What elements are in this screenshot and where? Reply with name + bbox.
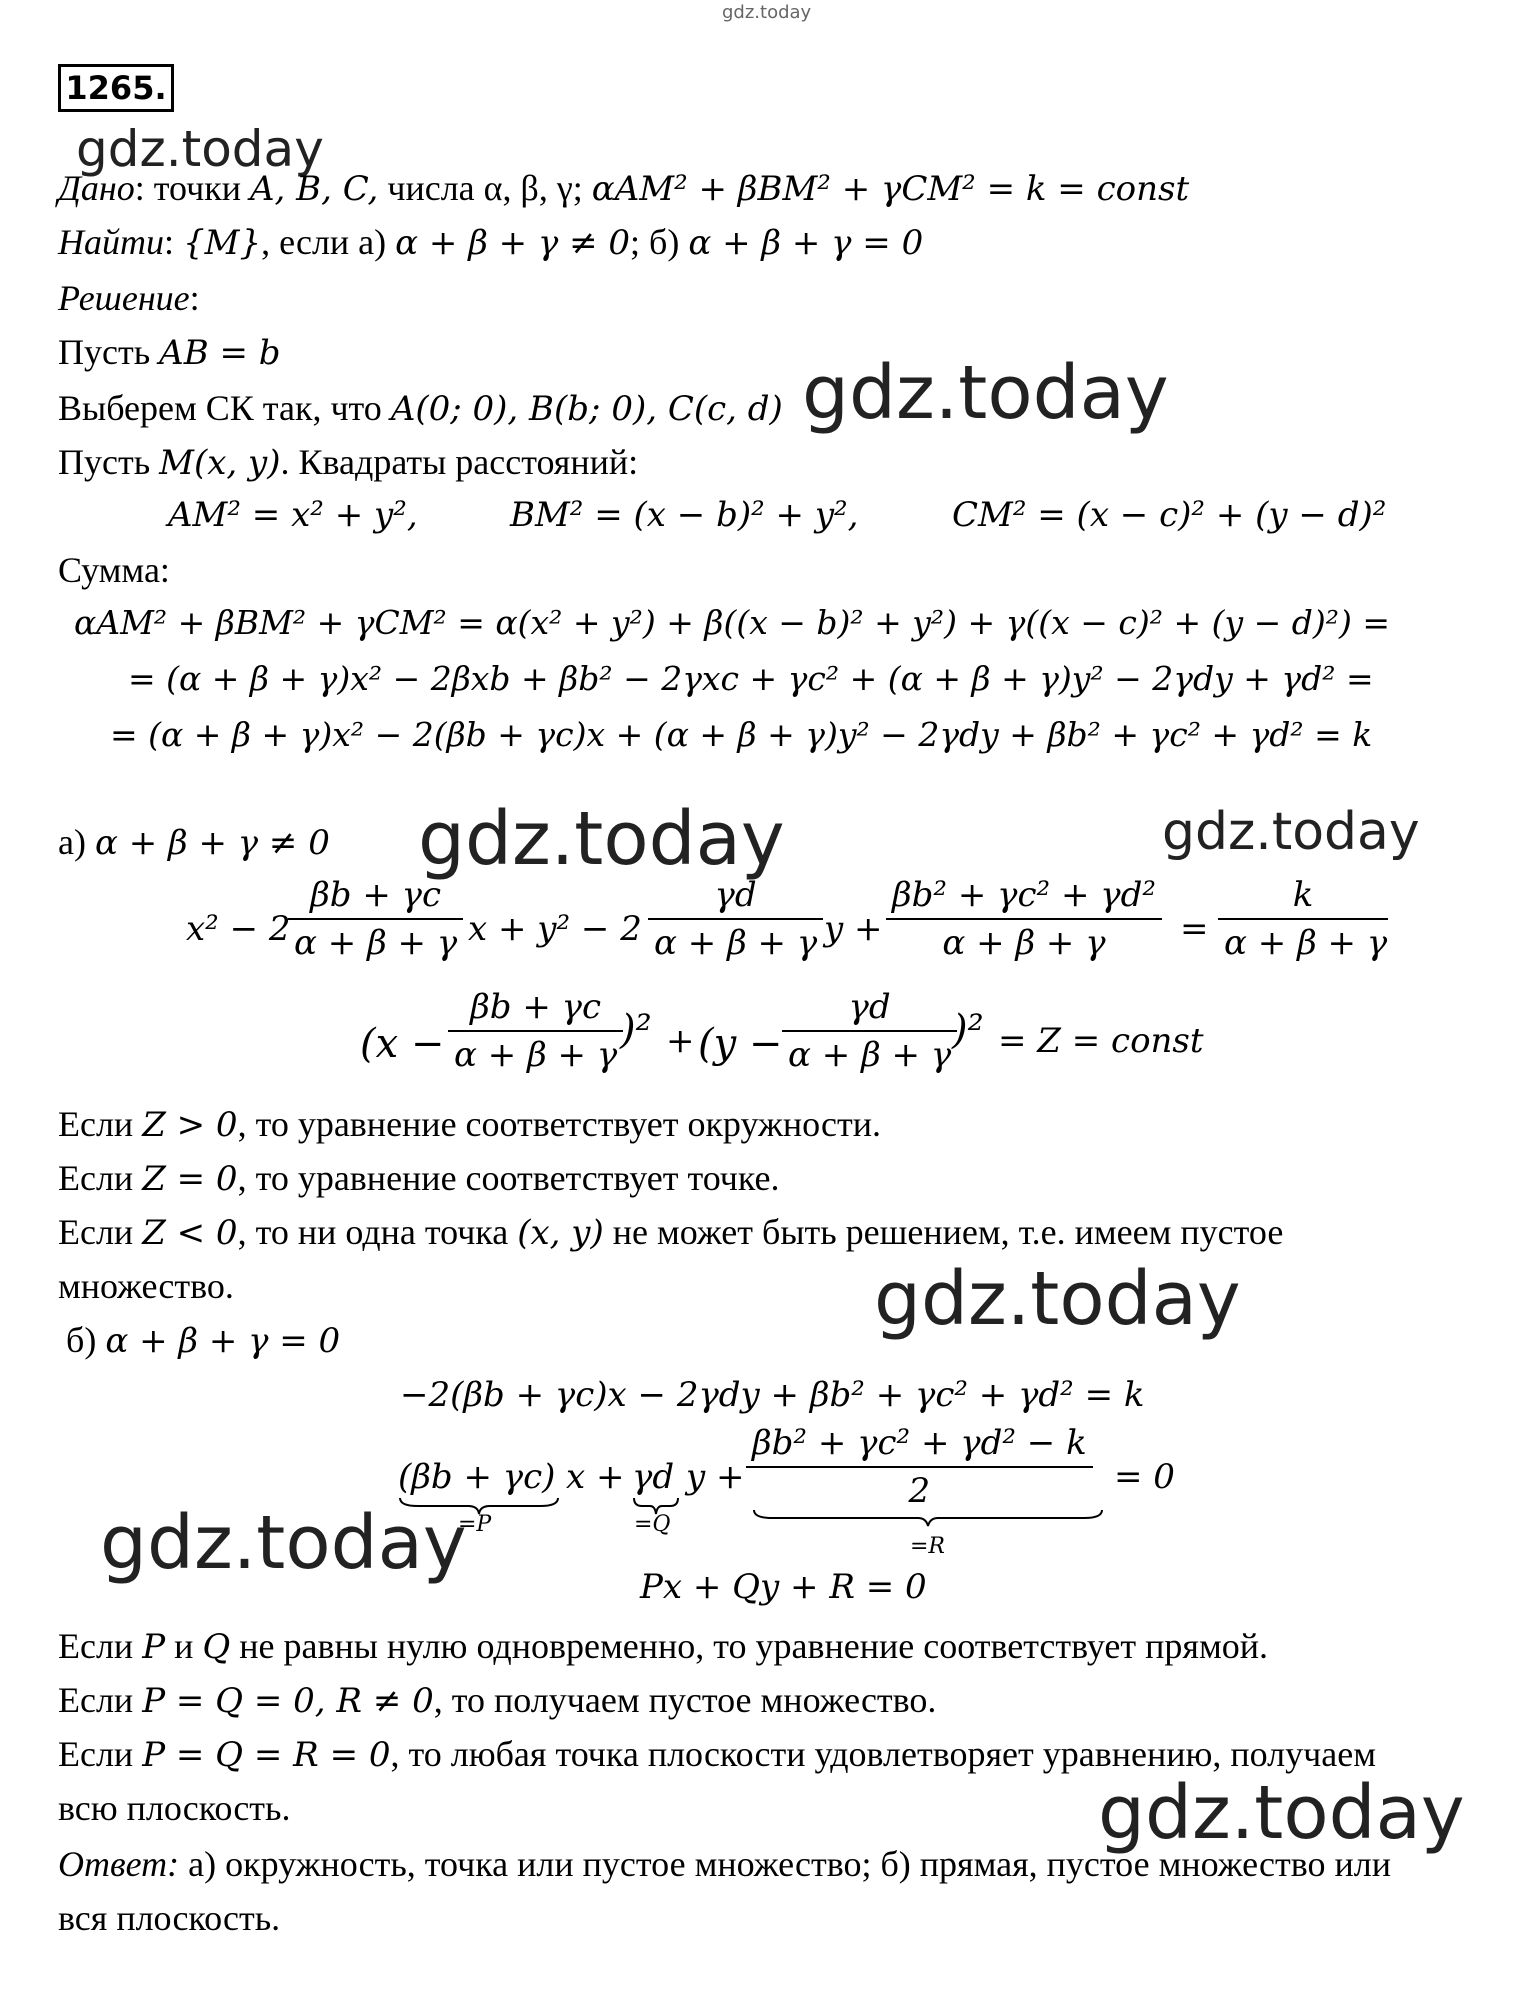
eq-b2-p: (βb + γc): [398, 1457, 556, 1497]
sum-line-1: αAM² + βBM² + γCM² = α(x² + y²) + β((x − b)² + y²) + γ((x − c)² + (y − d)²) =: [74, 603, 1390, 642]
watermark: gdz.today: [418, 796, 785, 882]
eq-a2-close2: )²: [952, 1007, 984, 1053]
eq-a1-frac2: $\frac{\gamma d}{\alpha + \beta + \gamma}$: [648, 878, 823, 960]
problem-number: 1265.: [58, 64, 174, 112]
let-m-text2: . Квадраты расстояний:: [280, 442, 639, 482]
z-negative-line-2: множество.: [58, 1266, 234, 1306]
let-ab-line: [58, 332, 281, 373]
answer-line-2: вся плоскость.: [58, 1898, 281, 1938]
line-case-plane-2: всю плоскость.: [58, 1788, 291, 1828]
solution-colon: :: [189, 278, 200, 318]
header-watermark: gdz.today: [722, 2, 812, 23]
eq-a2-plus: +: [666, 1021, 695, 1061]
solution-label: Решение: [58, 278, 190, 318]
find-set: {M}: [183, 223, 262, 263]
sum-line-2: = (α + β + γ)x² − 2βxb + βb² − 2γxc + γc² + (α + β + γ)y² − 2γdy + γd² =: [128, 659, 1374, 698]
given-line: [58, 168, 1190, 209]
eq-a1-frac4: $\frac{k}{\alpha + \beta + \gamma}$: [1218, 878, 1388, 960]
choose-cs-formula: A(0; 0), B(b; 0), C(c, d): [390, 389, 783, 429]
eq-b2-x: x +: [566, 1457, 625, 1497]
underbrace-r: [752, 1508, 1104, 1528]
let-ab-text: Пусть: [58, 332, 160, 372]
line-case-pq: Если P и Q не равны нулю одновременно, то уравнение соответствует прямой.: [58, 1626, 1269, 1667]
given-formula: αAM² + βBM² + γCM² = k = const: [591, 169, 1190, 209]
eq-b1: −2(βb + γc)x − 2γdy + βb² + γc² + γd² = k: [400, 1375, 1145, 1415]
z-negative-line: Если Z < 0, то ни одна точка (x, y) не может быть решением, т.е. имеем пустое: [58, 1212, 1284, 1253]
label-q: =Q: [634, 1512, 671, 1537]
let-m-line: [58, 442, 639, 483]
find-line: [58, 222, 924, 263]
choose-cs-text: Выберем СК так, что: [58, 388, 391, 428]
watermark: gdz.today: [1162, 802, 1420, 862]
answer-text: а) окружность, точка или пустое множество; б) прямая, пустое множество или: [179, 1844, 1391, 1884]
eq-a2-frac2: $\frac{\gamma d}{\alpha + \beta + \gamma}$: [782, 990, 957, 1072]
eq-a2-open2: (y −: [698, 1021, 783, 1067]
find-text3: ; б): [630, 222, 689, 262]
label-p: =P: [458, 1512, 492, 1537]
eq-b2-frac-r: $\frac{\text{βb² + γc² + γd² − k}}{2}$: [746, 1426, 1093, 1508]
distance-bm: BM² = (x − b)² + y²,: [510, 495, 859, 535]
eq-a1-equals: =: [1180, 909, 1209, 949]
choose-cs-line: [58, 388, 783, 429]
eq-a1-mid1: x + y² − 2: [468, 909, 642, 949]
given-text: : точки: [134, 168, 250, 208]
answer-label: Ответ:: [58, 1844, 180, 1884]
eq-b3: Px + Qy + R = 0: [640, 1567, 927, 1607]
case-a-heading: [58, 822, 330, 863]
given-text2: числа α, β, γ;: [378, 168, 592, 208]
case-b-cond: α + β + γ = 0: [105, 1321, 341, 1361]
eq-a1-frac3: $\frac{\text{βb² + γc² + γd²}}{\alpha + \beta + \gamma}$: [886, 878, 1162, 960]
sum-line-3: = (α + β + γ)x² − 2(βb + γc)x + (α + β + γ)y² − 2γdy + βb² + γc² + γd² = k: [110, 715, 1373, 754]
case-b-heading: [66, 1320, 341, 1361]
case-a-cond: α + β + γ ≠ 0: [94, 823, 330, 863]
find-text2: , если а): [261, 222, 396, 262]
watermark: gdz.today: [100, 1500, 467, 1586]
given-label: Дано: [58, 168, 135, 208]
z-positive-line: Если Z > 0, то уравнение соответствует окружности.: [58, 1104, 881, 1145]
find-cond-a: α + β + γ ≠ 0: [395, 223, 631, 263]
eq-a2-open1: (x −: [360, 1021, 445, 1067]
distance-cm: CM² = (x − c)² + (y − d)²: [952, 495, 1387, 535]
eq-a1-mid2: y +: [824, 909, 883, 949]
eq-b2-rhs: = 0: [1114, 1457, 1175, 1497]
eq-a1-x2: x² − 2: [186, 909, 291, 949]
eq-b2-q: γd: [632, 1457, 675, 1497]
eq-a2-close1: )²: [620, 1007, 652, 1053]
watermark: gdz.today: [1098, 1770, 1465, 1856]
eq-a2-rhs: = Z = const: [998, 1021, 1204, 1061]
line-case-empty: Если P = Q = 0, R ≠ 0, то получаем пустое множество.: [58, 1680, 937, 1721]
given-points: A, B, C,: [249, 169, 379, 209]
find-text: :: [164, 222, 184, 262]
sum-label: Сумма:: [58, 550, 170, 590]
eq-a2-frac1: $\frac{\beta b + \gamma c}{\alpha + \beta + \gamma}$: [448, 990, 623, 1072]
let-m-text: Пусть: [58, 442, 160, 482]
answer-line: [58, 1846, 1391, 1882]
let-m-formula: M(x, y): [159, 443, 281, 483]
watermark: gdz.today: [802, 350, 1169, 436]
eq-b2-y: y +: [686, 1457, 745, 1497]
z-zero-line: Если Z = 0, то уравнение соответствует точке.: [58, 1158, 780, 1199]
eq-a1-frac1: $\frac{\beta b + \gamma c}{\alpha + \beta + \gamma}$: [288, 878, 463, 960]
watermark: gdz.today: [76, 120, 324, 178]
case-a-label: а): [58, 822, 95, 862]
line-case-plane: Если P = Q = R = 0, то любая точка плоскости удовлетворяет уравнению, получаем: [58, 1734, 1376, 1775]
label-r: =R: [910, 1534, 945, 1559]
case-b-label: б): [66, 1320, 106, 1360]
find-label: Найти: [58, 222, 164, 262]
find-cond-b: α + β + γ = 0: [688, 223, 924, 263]
distance-am: AM² = x² + y²,: [168, 495, 418, 535]
watermark: gdz.today: [874, 1256, 1241, 1342]
solution-heading: [58, 280, 200, 316]
let-ab-formula: AB = b: [159, 333, 281, 373]
